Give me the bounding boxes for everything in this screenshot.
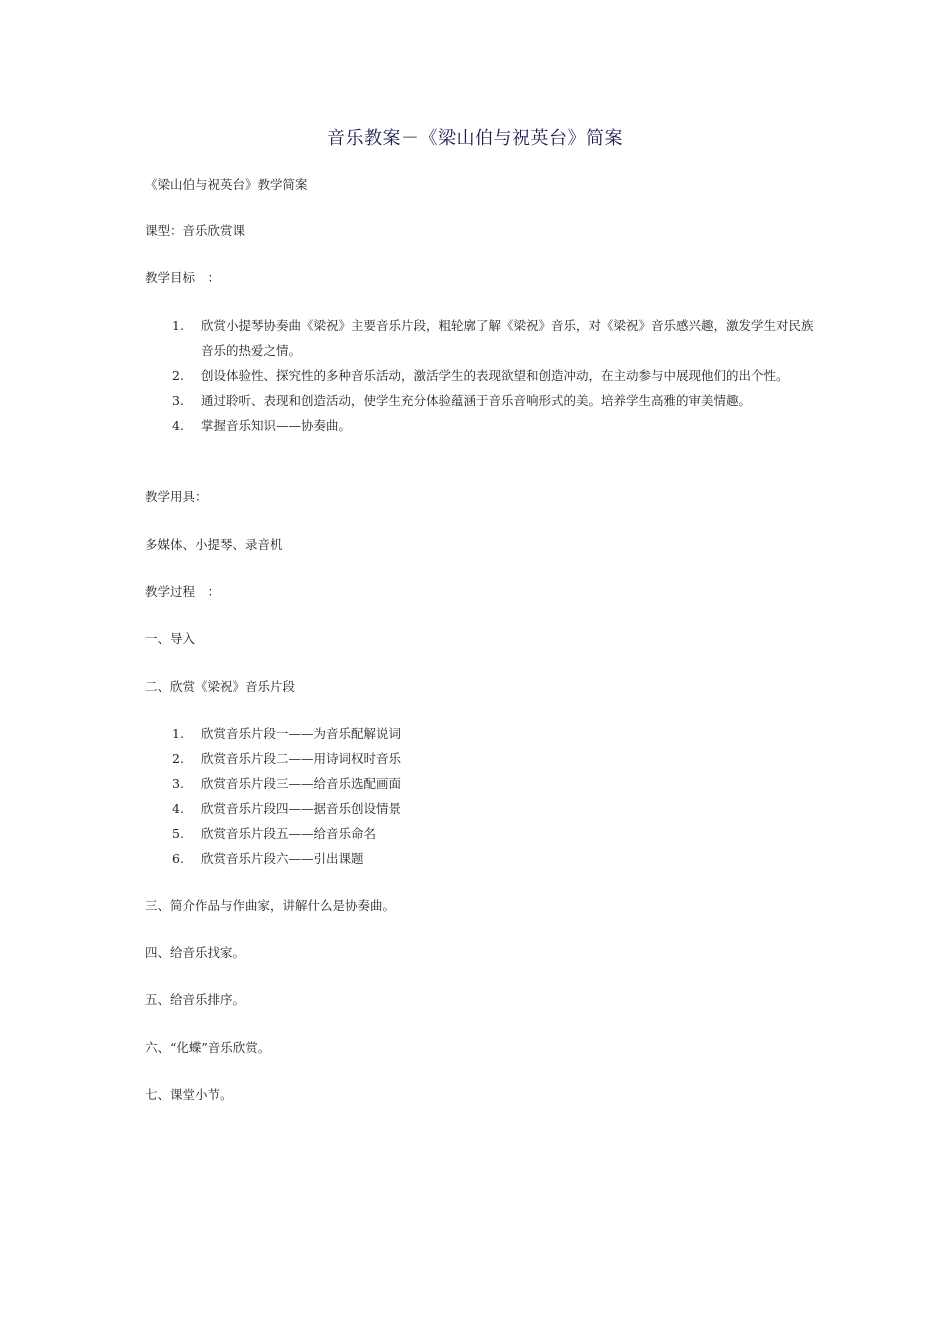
tools-text: 多媒体、小提琴、录音机 [145, 537, 283, 552]
list-item [145, 413, 815, 438]
list-text: 通过聆听、表现和创造活动，使学生充分体验蕴涵于音乐音响形式的美。培养学生高雅的审美情趣。 [201, 393, 752, 408]
list-number: 2. [172, 368, 184, 383]
list-item [145, 771, 815, 796]
process-step-6: 六、“化蝶”音乐欣赏。 [145, 1040, 271, 1055]
list-number: 5. [172, 826, 184, 841]
objectives-list [145, 313, 815, 438]
process-step-4: 四、给音乐找家。 [145, 945, 246, 960]
list-text: 欣赏音乐片段三——给音乐选配画面 [201, 776, 402, 791]
list-item [145, 388, 815, 413]
list-number: 6. [172, 851, 184, 866]
list-item [145, 313, 815, 363]
list-text: 欣赏音乐片段六——引出课题 [201, 851, 364, 866]
list-item [145, 846, 815, 871]
tools-heading: 教学用具： [145, 489, 208, 504]
process-step-2: 二、欣赏《梁祝》音乐片段 [145, 679, 296, 694]
list-text: 欣赏音乐片段二——用诗词权时音乐 [201, 751, 402, 766]
list-number: 4. [172, 418, 184, 433]
process-step-7: 七、课堂小节。 [145, 1087, 233, 1102]
process-step-3: 三、简介作品与作曲家，讲解什么是协奏曲。 [145, 898, 396, 913]
list-text: 创设体验性、探究性的多种音乐活动，激活学生的表现欲望和创造冲动，在主动参与中展现他们的出个性。 [201, 368, 789, 383]
process-step-1: 一、导入 [145, 631, 196, 646]
list-number: 2. [172, 751, 184, 766]
process-step-5: 五、给音乐排序。 [145, 992, 246, 1007]
list-text: 欣赏音乐片段一——为音乐配解说词 [201, 726, 402, 741]
list-item [145, 746, 815, 771]
document-title: 音乐教案－《梁山伯与祝英台》简案 [327, 128, 623, 149]
list-number: 4. [172, 801, 184, 816]
subtitle: 《梁山伯与祝英台》教学简案 [145, 177, 308, 192]
objectives-heading: 教学目标 ： [145, 270, 221, 285]
list-text: 欣赏音乐片段四——据音乐创设情景 [201, 801, 402, 816]
list-number: 3. [172, 776, 184, 791]
list-item [145, 796, 815, 821]
list-item [145, 721, 815, 746]
list-item [145, 363, 815, 388]
list-text: 欣赏音乐片段五——给音乐命名 [201, 826, 377, 841]
list-text: 欣赏小提琴协奏曲《梁祝》主要音乐片段，粗轮廓了解《梁祝》音乐，对《梁祝》音乐感兴趣，激发学生对民族音乐的热爱之情。 [201, 318, 814, 358]
process-heading: 教学过程 ： [145, 584, 221, 599]
list-item [145, 821, 815, 846]
list-number: 1. [172, 726, 184, 741]
list-number: 1. [172, 318, 184, 333]
segments-list [145, 721, 815, 871]
list-text: 掌握音乐知识——协奏曲。 [201, 418, 352, 433]
lesson-type: 课型：音乐欣赏课 [145, 223, 246, 238]
list-number: 3. [172, 393, 184, 408]
